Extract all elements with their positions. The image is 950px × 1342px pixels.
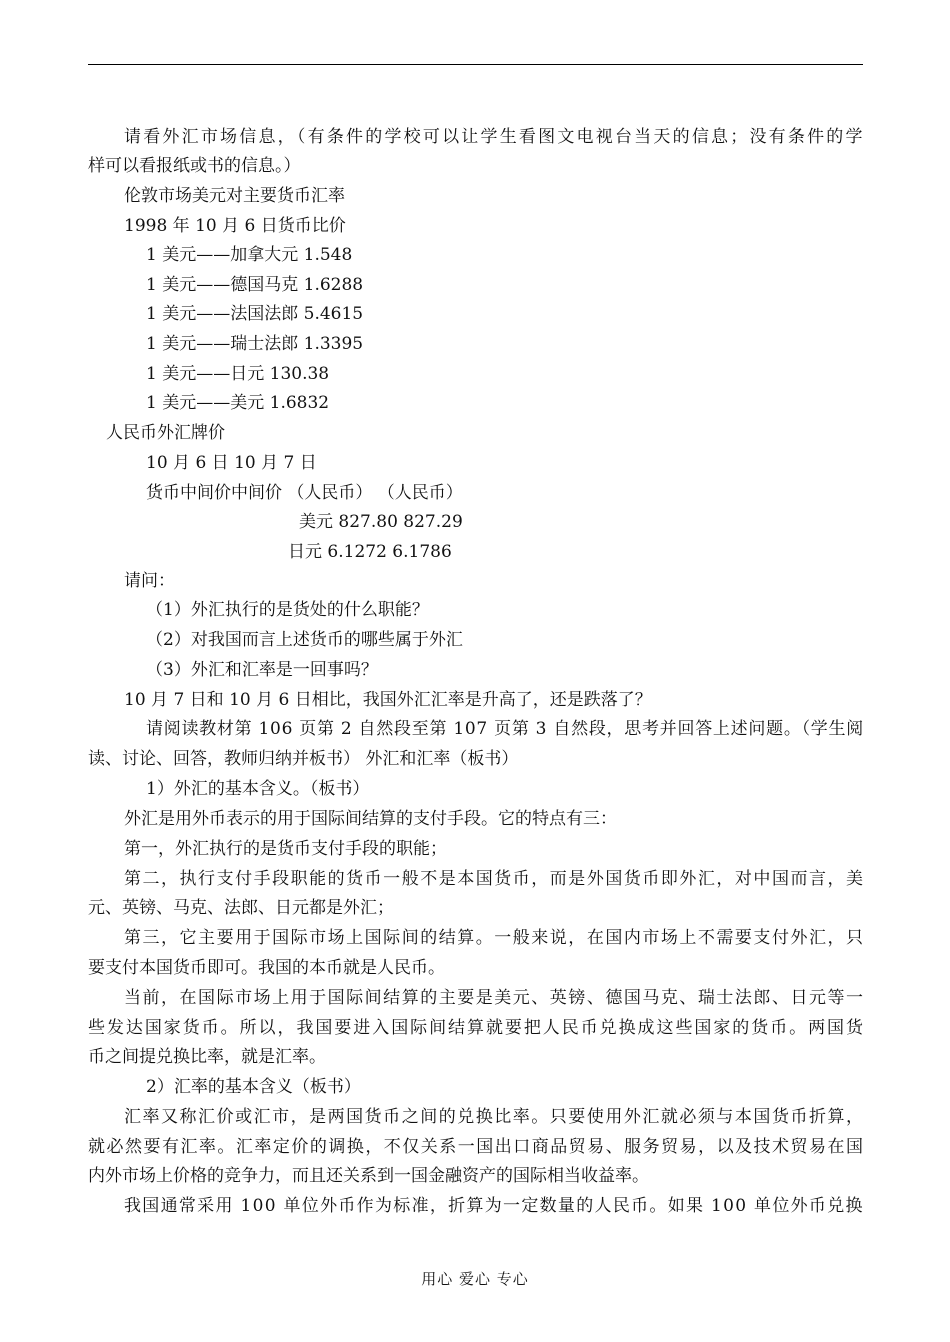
section-heading: 2）汇率的基本含义（板书）: [146, 1077, 361, 1097]
paragraph-line: 读、讨论、回答，教师归纳并板书） 外汇和汇率（板书）: [88, 749, 519, 769]
paragraph-line: 些发达国家货币。所以，我国要进入国际间结算就要把人民币兑换成这些国家的货币。两国货: [88, 1018, 865, 1038]
paragraph-line: 元、英镑、马克、法郎、日元都是外汇；: [88, 898, 394, 918]
paragraph-line: 内外市场上价格的竞争力，而且还关系到一国金融资产的国际相当收益率。: [88, 1166, 649, 1186]
header-rule: [88, 64, 863, 65]
rate-line: 1 美元——瑞士法郎 1.3395: [146, 334, 364, 354]
rate-line: 1 美元——日元 130.38: [146, 364, 330, 384]
paragraph-line: 10 月 7 日和 10 月 6 日相比，我国外汇汇率是升高了，还是跌落了？: [124, 690, 652, 710]
paragraph-line: 请问：: [124, 571, 175, 591]
table-header: 货币中间价中间价 （人民币） （人民币）: [146, 483, 463, 503]
paragraph-line: 我国通常采用 100 单位外币作为标准，折算为一定数量的人民币。如果 100 单位外币兑换: [124, 1196, 864, 1216]
page-footer: 用心 爱心 专心: [421, 1270, 529, 1288]
paragraph-line: 汇率又称汇价或汇市，是两国货币之间的兑换比率。只要使用外汇就必须与本国货币折算，: [124, 1107, 865, 1127]
paragraph-line: 请看外汇市场信息，（有条件的学校可以让学生看图文电视台当天的信息；没有条件的学: [124, 127, 865, 147]
rate-line: 1 美元——德国马克 1.6288: [146, 275, 364, 295]
paragraph-line: 要支付本国货币即可。我国的本币就是人民币。: [88, 958, 445, 978]
paragraph-line: 第二，执行支付手段职能的货币一般不是本国货币，而是外国货币即外汇，对中国而言，美: [124, 869, 865, 889]
table-row: 日元 6.1272 6.1786: [288, 542, 452, 562]
date-line: 1998 年 10 月 6 日货币比价: [124, 216, 346, 236]
rate-line: 1 美元——加拿大元 1.548: [146, 245, 353, 265]
paragraph-line: 样可以看报纸或书的信息。）: [88, 156, 301, 176]
rate-line: 1 美元——美元 1.6832: [146, 393, 330, 413]
question-line: （2）对我国而言上述货币的哪些属于外汇: [146, 630, 463, 650]
paragraph-line: 第三，它主要用于国际市场上国际间的结算。一般来说，在国内市场上不需要支付外汇，只: [124, 928, 865, 948]
paragraph-line: 就必然要有汇率。汇率定价的调换，不仅关系一国出口商品贸易、服务贸易，以及技术贸易在国: [88, 1137, 865, 1157]
paragraph-line: 外汇是用外币表示的用于国际间结算的支付手段。它的特点有三：: [124, 809, 617, 829]
paragraph-line: 请阅读教材第 106 页第 2 自然段至第 107 页第 3 自然段，思考并回答上述问题。（学生阅: [146, 719, 864, 739]
section-heading: 1）外汇的基本含义。（板书）: [146, 779, 370, 799]
rate-line: 1 美元——法国法郎 5.4615: [146, 304, 364, 324]
section-heading: 伦敦市场美元对主要货币汇率: [124, 186, 345, 206]
table-row: 美元 827.80 827.29: [299, 512, 463, 532]
question-line: （1）外汇执行的是货处的什么职能？: [146, 600, 429, 620]
paragraph-line: 币之间提兑换比率，就是汇率。: [88, 1047, 326, 1067]
paragraph-line: 第一，外汇执行的是货币支付手段的职能；: [124, 839, 447, 859]
section-heading: 人民币外汇牌价: [106, 423, 225, 443]
table-header: 10 月 6 日 10 月 7 日: [146, 453, 317, 473]
paragraph-line: 当前，在国际市场上用于国际间结算的主要是美元、英镑、德国马克、瑞士法郎、日元等一: [124, 988, 865, 1008]
question-line: （3）外汇和汇率是一回事吗？: [146, 660, 378, 680]
